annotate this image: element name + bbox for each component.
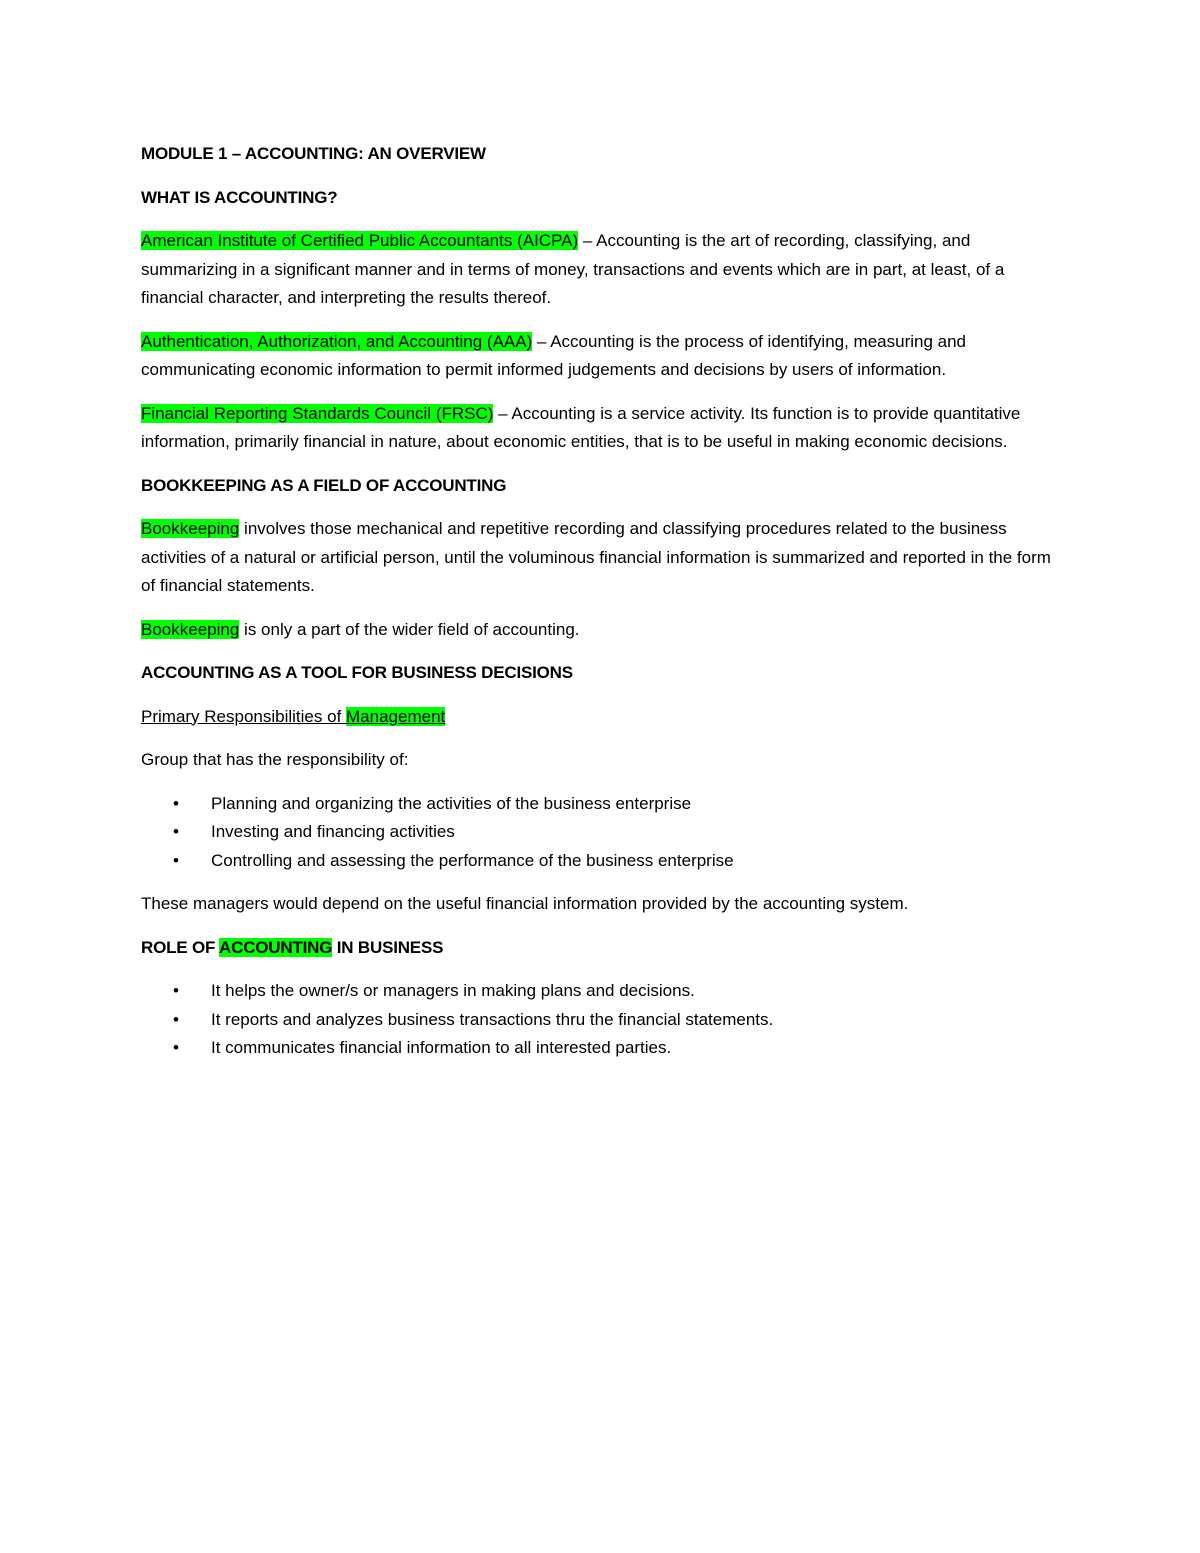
accounting-term-highlight: ACCOUNTING bbox=[219, 937, 333, 957]
role-heading-prefix: ROLE OF bbox=[141, 937, 220, 957]
bullet-icon: • bbox=[173, 1009, 179, 1029]
bookkeeping-paragraph-text: is only a part of the wider field of accounting. bbox=[239, 619, 580, 639]
definition-aicpa bbox=[141, 227, 1061, 313]
definition-aaa bbox=[141, 328, 1061, 385]
tool-heading: ACCOUNTING AS A TOOL FOR BUSINESS DECISIONS bbox=[141, 663, 573, 682]
role-list bbox=[141, 977, 1061, 1063]
module-title: MODULE 1 – ACCOUNTING: AN OVERVIEW bbox=[141, 144, 486, 163]
management-term-highlight: Management bbox=[346, 706, 446, 726]
responsibilities-subheading bbox=[141, 703, 1061, 732]
list-item-text: Controlling and assessing the performance of the business enterprise bbox=[211, 850, 734, 870]
list-item bbox=[141, 1034, 1061, 1063]
list-item bbox=[141, 1006, 1061, 1035]
definition-source-highlight: Authentication, Authorization, and Accounting (AAA) bbox=[141, 331, 533, 351]
list-item bbox=[141, 790, 1061, 819]
bookkeeping-term-highlight: Bookkeeping bbox=[141, 619, 240, 639]
list-item-text: Investing and financing activities bbox=[211, 822, 455, 841]
definition-text: – Accounting is a service activity. Its function is to provide quantitative information, primarily financial in nature, about economic entities, that is to be useful in making economic decisions. bbox=[141, 403, 1021, 451]
role-heading bbox=[141, 934, 1061, 963]
list-item-text: It reports and analyzes business transactions thru the financial statements. bbox=[211, 1009, 774, 1029]
responsibilities-intro: Group that has the responsibility of: bbox=[141, 750, 409, 769]
role-heading-suffix: IN BUSINESS bbox=[332, 937, 444, 957]
bookkeeping-paragraph-2 bbox=[141, 616, 1061, 645]
document-body bbox=[141, 140, 1061, 1078]
list-item-text: It communicates financial information to all interested parties. bbox=[211, 1038, 672, 1057]
bullet-icon: • bbox=[173, 793, 179, 813]
list-item bbox=[141, 847, 1061, 876]
list-item bbox=[141, 977, 1061, 1006]
list-item bbox=[141, 818, 1061, 847]
bookkeeping-paragraph-1 bbox=[141, 515, 1061, 601]
what-is-accounting-heading: WHAT IS ACCOUNTING? bbox=[141, 187, 338, 207]
definition-text: – Accounting is the process of identifying, measuring and communicating economic information to permit informed judgements and decisions by users of information. bbox=[141, 331, 967, 379]
bookkeeping-heading: BOOKKEEPING AS A FIELD OF ACCOUNTING bbox=[141, 475, 507, 495]
list-item-text: It helps the owner/s or managers in making plans and decisions. bbox=[211, 981, 695, 1000]
definition-source-highlight: American Institute of Certified Public Accountants (AICPA) bbox=[141, 231, 579, 250]
responsibilities-list bbox=[141, 790, 1061, 876]
subheading-prefix: Primary Responsibilities of bbox=[141, 706, 347, 726]
definition-source-highlight: Financial Reporting Standards Council (FRSC) bbox=[141, 403, 494, 423]
list-item-text: Planning and organizing the activities of the business enterprise bbox=[211, 793, 692, 813]
bullet-icon: • bbox=[173, 981, 179, 1000]
bullet-icon: • bbox=[173, 1038, 179, 1057]
bookkeeping-term-highlight: Bookkeeping bbox=[141, 519, 240, 538]
bullet-icon: • bbox=[173, 822, 179, 841]
managers-closing-paragraph: These managers would depend on the useful financial information provided by the accounting system. bbox=[141, 894, 909, 913]
definition-text: – Accounting is the art of recording, classifying, and summarizing in a significant manner and in terms of money, transactions and events which are in part, at least, of a financial character, and interpreting the results thereof. bbox=[141, 231, 1005, 307]
definition-frsc bbox=[141, 400, 1061, 457]
bookkeeping-paragraph-text: involves those mechanical and repetitive recording and classifying procedures related to the business activities of a natural or artificial person, until the voluminous financial information is summarized and reported in the form of financial statements. bbox=[141, 519, 1051, 595]
bullet-icon: • bbox=[173, 850, 179, 870]
